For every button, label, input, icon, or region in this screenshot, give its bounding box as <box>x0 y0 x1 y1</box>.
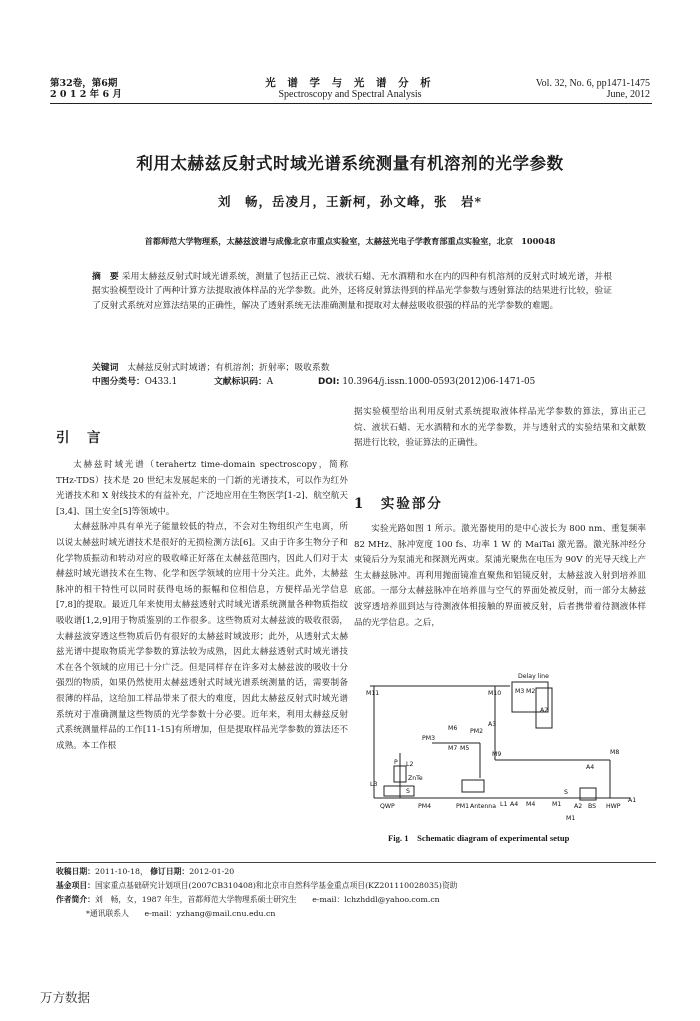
fig-label: M2 <box>526 688 536 695</box>
fig-label: L2 <box>406 761 414 768</box>
keywords-text: 太赫兹反射式时域谱；有机溶剂；折射率；吸收系数 <box>127 363 330 373</box>
fig-label: A4 <box>510 801 519 808</box>
fig-label: A1 <box>628 797 637 804</box>
fig-label: PM3 <box>422 735 436 742</box>
footnote-received <box>56 866 656 879</box>
fig-label: A2 <box>540 707 549 714</box>
clc-value: O433.1 <box>144 377 178 387</box>
fig-label: Antenna <box>470 803 497 810</box>
intro-paragraph-1: 太赫兹时域光谱（terahertz time-domain spectroscopy，简称 THz-TDS）技术是 20 世纪末发展起来的一门新的光谱技术，可以作为红外光谱技术和 X 射线技术的有益补充，广泛地应用在生物医学[1-2]、航空航天[3,4]、国土安全[5]等领域中。 <box>56 460 348 517</box>
fig-label: QWP <box>380 803 395 810</box>
fig-label: M4 <box>526 801 536 808</box>
fig-label: M5 <box>460 745 470 752</box>
fig-label: M8 <box>610 749 620 756</box>
right-column-experiment <box>354 522 646 631</box>
abstract <box>92 270 612 313</box>
fig-label: L1 <box>500 801 508 808</box>
header-rule <box>50 103 652 104</box>
intro-paragraph-2: 太赫兹脉冲具有单光子能量较低的特点，不会对生物组织产生电离，所以说太赫兹时域光谱技术是很好的无损检测方法[6]。又由于许多生物分子和化学物质振动和转动对应的吸收峰正好落在太赫兹范围内，因此人们对于太赫兹时域光谱技术在生物、化学和医学领域的应用十分关注。此外，太赫兹脉冲的相干特性可以同时获得电场的振幅和位相信息，方便样品光学信息[7,8]的提取。最近几年来使用太赫兹透射式时域光谱系统测量各种物质指纹吸收谱[1,2,9]用于物质鉴别的工作很多。这些物质对太赫兹波的吸收很弱，太赫兹波穿透这些物质后仍有很好的太赫兹时域波形；此外，从透射式太赫兹光谱中提取物质光学参数的算法较为成熟，因此太赫兹透射式时域光谱技术在各个领域的应用已十分广泛。但是同样存在许多对太赫兹波的吸收十分强烈的物质，如果仍然使用太赫兹透射式时域光谱系统测量的话，需要制备很薄的样品，这给加工样品带来了很大的难度，因此太赫兹反射式时域光谱系统对于准确测量这些物质的光学参数十分必要。近年来，利用太赫兹反射式系统测量样品的工作[11-15]有所增加，但是提取样品光学参数的算法还不成熟。本工作根 <box>56 522 348 751</box>
volume-issue: 第32卷，第6期 <box>50 78 118 89</box>
received-date: 2011-10-18， <box>94 867 148 876</box>
author-list: 刘 畅，岳凌月，王新柯，孙文峰，张 岩* <box>217 194 483 209</box>
author-label: 作者简介： <box>56 895 95 904</box>
fig-label: ZnTe <box>408 775 423 782</box>
footnote-author <box>56 894 656 907</box>
received-label: 收稿日期： <box>56 867 95 876</box>
fig-label: M1 <box>566 815 576 822</box>
fig-label: S <box>564 789 568 796</box>
doi-value: 10.3964/j.issn.1000-0593(2012)06-1471-05 <box>342 377 536 387</box>
revised-label: 修订日期： <box>150 867 190 876</box>
fig-label: P <box>394 759 398 766</box>
fig-label: Delay line <box>518 673 549 680</box>
fig-label: M9 <box>492 751 502 758</box>
right-column-top <box>354 405 646 452</box>
fig-label: PM1 <box>456 803 470 810</box>
footnote-rule <box>56 862 656 863</box>
revised-date: 2012-01-20 <box>189 867 235 876</box>
left-column <box>56 458 348 754</box>
fig-label: M3 <box>515 688 525 695</box>
abstract-label: 摘 要 <box>92 272 119 282</box>
abstract-text: 采用太赫兹反射式时域光谱系统，测量了包括正己烷、液状石蜡、无水酒精和水在内的四种有机溶剂的反射式时域光谱，并根据实验模型设计了两种计算方法提取液体样品的光学参数。此外，还将反射算法得到的样品光学参数与透射算法的结果进行比较，验证了反射式系统对应算法结果的正确性，解决了透射系统无法准确测量和提取对太赫兹吸收很强的样品的光学参数的难题。 <box>92 272 612 311</box>
journal-pages-info <box>536 78 650 100</box>
fund-label: 基金项目： <box>56 881 95 890</box>
doc-code-label: 文献标识码： <box>214 377 267 387</box>
figure-caption: Fig. 1 Schematic diagram of experimental setup <box>388 833 570 843</box>
journal-title-en: Spectroscopy and Spectral Analysis <box>278 89 422 100</box>
vol-pages: Vol. 32, No. 6, pp1471-1475 <box>535 78 650 89</box>
fig-label: A3 <box>488 721 497 728</box>
issue-date: June, 2012 <box>606 89 650 100</box>
intro-paragraph-end: 据实验模型给出利用反射式系统提取液体样品光学参数的算法，算出正己烷、液状石蜡、无水酒精和水的光学参数，并与透射式的实验结果和文献数据进行比较，验证算法的正确性。 <box>354 407 646 449</box>
doc-code-value: A <box>266 377 274 387</box>
fund-text: 国家重点基础研究计划项目(2007CB310408)和北京市自然科学基金重点项目(KZ201110028035)资助 <box>94 881 458 890</box>
watermark-text: 万方数据 <box>40 990 91 1005</box>
author-bio: 刘 畅，女，1987 年生，首都师范大学物理系硕士研究生 e-mail：lchzhddl@yahoo.com.cn <box>94 895 440 904</box>
journal-title <box>200 78 500 100</box>
fig-label: M1 <box>552 801 562 808</box>
keywords <box>92 362 622 375</box>
fig-label: M11 <box>366 690 380 697</box>
fig-label: M7 <box>448 745 458 752</box>
keywords-label: 关键词 <box>92 363 119 373</box>
fig-label: HWP <box>606 803 621 810</box>
experiment-paragraph-1: 实验光路如图 1 所示。激光器使用的是中心波长为 800 nm、重复频率 82 MHz、脉冲宽度 100 fs、功率 1 W 的 MaiTai 激光器。激光脉冲经分束镜后分为泵浦光和探测光两束。泵浦光聚焦在电压为 90V 的光导天线上产生太赫兹脉冲。再利用抛面镜准直聚焦和铝镜反射，太赫兹波入射到培养皿底部。一部分太赫兹脉冲在培养皿与空气的界面处被反射，而一部分太赫兹波穿透培养皿到达与待测液体相接触的界面被反射，后者携带着待测液体样品的光学信息。之后， <box>354 524 646 628</box>
section-introduction-heading: 引 言 <box>56 430 103 446</box>
clc-label: 中图分类号： <box>92 377 145 387</box>
fig-label: S <box>406 788 410 795</box>
experimental-setup-schematic <box>360 668 650 828</box>
fig-label: M10 <box>488 690 502 697</box>
fig-label: A4 <box>586 764 595 771</box>
antenna-block <box>462 780 484 792</box>
fig-label: L3 <box>370 781 378 788</box>
fig-label: PM4 <box>418 803 432 810</box>
journal-volume-info <box>50 78 122 100</box>
fig-label: BS <box>588 803 597 810</box>
fig-label: A2 <box>574 803 583 810</box>
year-month: 2 0 1 2 年 6 月 <box>50 89 122 100</box>
footnote-fund <box>56 880 656 893</box>
affiliation: 首都师范大学物理系，太赫兹波谱与成像北京市重点实验室，太赫兹光电子学教育部重点实验室，北京 100048 <box>144 236 556 246</box>
section-experiment-heading: 1 实验部分 <box>354 496 443 512</box>
footnote-correspondence: *通讯联系人 e-mail：yzhang@mail.cnu.edu.cn <box>86 909 276 918</box>
fig-label: PM2 <box>470 728 484 735</box>
journal-title-cn: 光 谱 学 与 光 谱 分 析 <box>265 77 435 89</box>
fig-label: M6 <box>448 725 458 732</box>
classification-row <box>92 376 622 389</box>
paper-title: 利用太赫兹反射式时域光谱系统测量有机溶剂的光学参数 <box>136 154 564 173</box>
doi-label: DOI: <box>317 377 340 387</box>
